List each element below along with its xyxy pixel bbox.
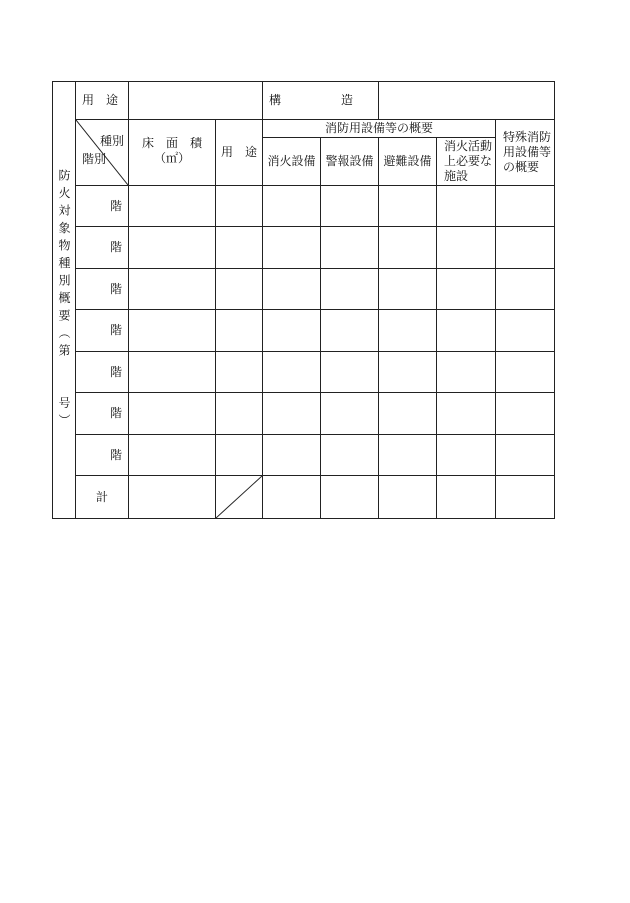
row-header-top (53, 120, 555, 138)
alarm-cell[interactable] (321, 352, 379, 393)
floor-area-label: 床 面 積 (141, 136, 202, 150)
corner-bottom-label: 階別 (82, 152, 107, 166)
alarm-cell[interactable] (321, 435, 379, 476)
use-cell[interactable] (216, 227, 263, 269)
special-equipment-cell[interactable] (496, 393, 555, 435)
special-equipment-cell[interactable] (496, 310, 555, 352)
use-value-cell[interactable] (129, 82, 263, 120)
special-equipment-cell[interactable] (496, 435, 555, 476)
floor-area-cell[interactable] (129, 393, 216, 435)
floor-label: 階 (109, 240, 122, 254)
special-equipment-cell[interactable] (496, 186, 555, 227)
fire-extinguishing-label: 消火設備 (267, 154, 316, 169)
total-row (53, 476, 555, 519)
firefighting-facility-cell[interactable] (437, 393, 496, 435)
use-cell[interactable] (216, 269, 263, 310)
summary-table (52, 81, 555, 519)
floor-label-cell (76, 393, 129, 435)
use-cell[interactable] (216, 393, 263, 435)
firefighting-facility-line1: 消火活動 (444, 139, 493, 154)
firefighting-facility-cell[interactable] (437, 310, 496, 352)
fire-equipment-group-label: 消防用設備等の概要 (325, 121, 434, 136)
total-firefighting-facility-cell[interactable] (437, 476, 496, 519)
evacuation-cell[interactable] (379, 310, 437, 352)
floor-area-cell[interactable] (129, 269, 216, 310)
floor-label: 階 (109, 406, 122, 420)
evacuation-cell[interactable] (379, 435, 437, 476)
floor-label: 階 (109, 323, 122, 337)
alarm-cell[interactable] (321, 393, 379, 435)
fire-object-summary-form (52, 81, 554, 516)
special-equipment-cell[interactable] (496, 269, 555, 310)
floor-label-cell (76, 269, 129, 310)
floor-area-cell[interactable] (129, 186, 216, 227)
form-title-vertical: 防火対象物種別概要（第 号） (57, 168, 71, 432)
floor-area-cell[interactable] (129, 435, 216, 476)
firefighting-facility-cell[interactable] (437, 435, 496, 476)
firefighting-facility-cell[interactable] (437, 227, 496, 269)
fire-extinguishing-header (263, 138, 321, 186)
special-equipment-cell[interactable] (496, 227, 555, 269)
evacuation-cell[interactable] (379, 393, 437, 435)
floor-label-cell (76, 310, 129, 352)
floor-area-unit: （㎡） (153, 151, 190, 165)
firefighting-facility-cell[interactable] (437, 352, 496, 393)
floor-label-cell (76, 227, 129, 269)
special-equipment-line2: 用設備等 (503, 145, 552, 159)
floor-area-cell[interactable] (129, 227, 216, 269)
firefighting-facility-header (437, 138, 496, 186)
special-equipment-line1: 特殊消防 (503, 130, 552, 144)
floor-label-cell (76, 435, 129, 476)
total-label: 計 (95, 489, 108, 504)
use-label-cell (76, 82, 129, 120)
evacuation-header (379, 138, 437, 186)
row-use-structure (53, 82, 555, 120)
table-row (53, 435, 555, 476)
fire-extinguishing-cell[interactable] (263, 393, 321, 435)
table-row (53, 269, 555, 310)
alarm-header (321, 138, 379, 186)
total-special-equipment-cell[interactable] (496, 476, 555, 519)
use-header-label: 用 途 (220, 145, 257, 159)
firefighting-facility-line3: 施設 (444, 169, 469, 184)
use-cell[interactable] (216, 310, 263, 352)
firefighting-facility-line2: 上必要な (444, 154, 493, 169)
table-row (53, 186, 555, 227)
fire-equipment-group-header (263, 120, 496, 138)
fire-extinguishing-cell[interactable] (263, 269, 321, 310)
evacuation-cell[interactable] (379, 186, 437, 227)
total-evacuation-cell[interactable] (379, 476, 437, 519)
use-header (216, 120, 263, 186)
corner-diagonal-cell (76, 120, 129, 186)
corner-top-label: 種別 (99, 134, 124, 148)
evacuation-label: 避難設備 (383, 154, 432, 169)
floor-label-cell (76, 352, 129, 393)
alarm-cell[interactable] (321, 227, 379, 269)
floor-area-header (129, 120, 216, 186)
total-label-cell (76, 476, 129, 519)
alarm-label: 警報設備 (325, 154, 374, 169)
total-use-diagonal-cell (216, 476, 263, 519)
evacuation-cell[interactable] (379, 352, 437, 393)
floor-label-cell (76, 186, 129, 227)
special-equipment-cell[interactable] (496, 352, 555, 393)
fire-extinguishing-cell[interactable] (263, 227, 321, 269)
structure-value-cell[interactable] (379, 82, 555, 120)
use-label: 用 途 (82, 93, 119, 107)
alarm-cell[interactable] (321, 310, 379, 352)
floor-area-cell[interactable] (129, 352, 216, 393)
table-row (53, 352, 555, 393)
table-row (53, 227, 555, 269)
floor-label: 階 (109, 447, 122, 462)
fire-extinguishing-cell[interactable] (263, 310, 321, 352)
structure-label-cell (263, 82, 379, 120)
structure-label: 構 造 (269, 93, 354, 107)
fire-extinguishing-cell[interactable] (263, 186, 321, 227)
total-alarm-cell[interactable] (321, 476, 379, 519)
fire-extinguishing-cell[interactable] (263, 435, 321, 476)
left-title-cell (53, 82, 76, 519)
use-cell[interactable] (216, 352, 263, 393)
alarm-cell[interactable] (321, 186, 379, 227)
use-cell[interactable] (216, 186, 263, 227)
floor-label: 階 (109, 281, 122, 296)
floor-label: 階 (109, 364, 122, 379)
total-floor-area-cell[interactable] (129, 476, 216, 519)
evacuation-cell[interactable] (379, 269, 437, 310)
fire-extinguishing-cell[interactable] (263, 352, 321, 393)
alarm-cell[interactable] (321, 269, 379, 310)
firefighting-facility-cell[interactable] (437, 186, 496, 227)
table-row (53, 393, 555, 435)
table-row (53, 310, 555, 352)
special-equipment-line3: の概要 (503, 160, 540, 174)
special-equipment-header (496, 120, 555, 186)
floor-label: 階 (109, 198, 122, 213)
use-cell[interactable] (216, 435, 263, 476)
evacuation-cell[interactable] (379, 227, 437, 269)
firefighting-facility-cell[interactable] (437, 269, 496, 310)
floor-area-cell[interactable] (129, 310, 216, 352)
total-fire-extinguishing-cell[interactable] (263, 476, 321, 519)
total-use-diagonal-line (216, 476, 262, 518)
